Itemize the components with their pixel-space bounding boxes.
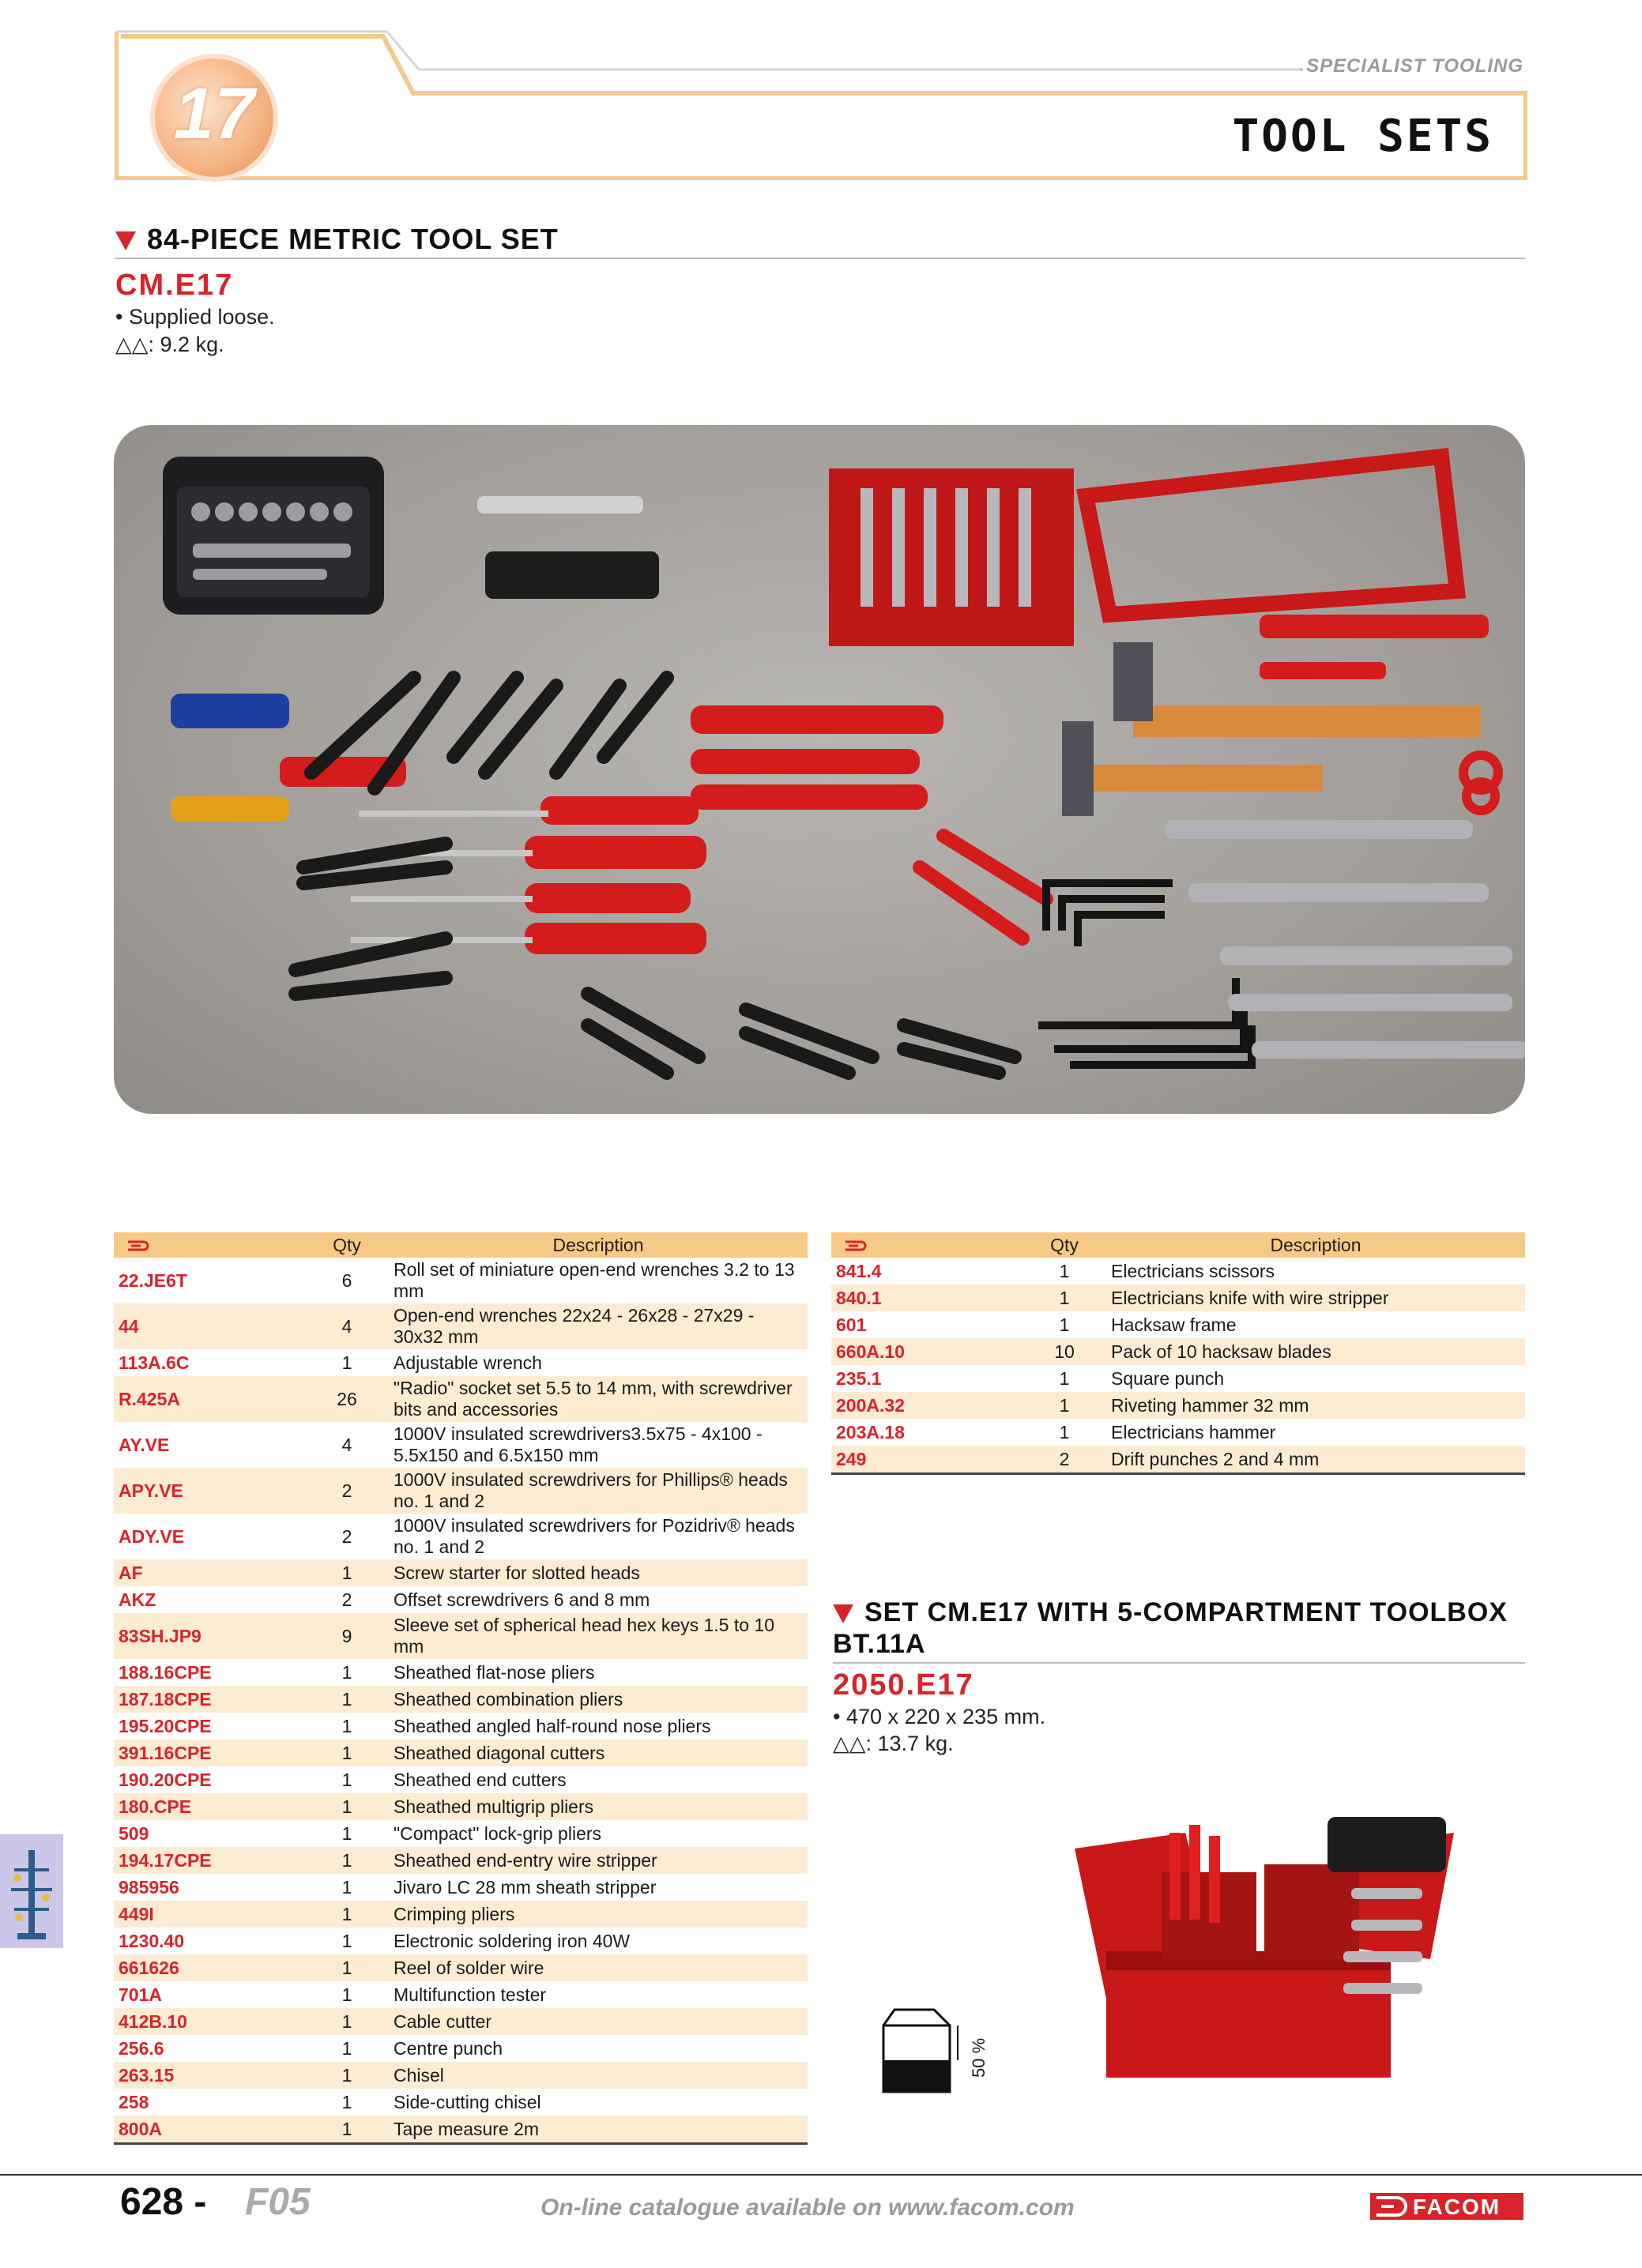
- product-note-weight: △△: 9.2 kg.: [115, 333, 224, 356]
- part-reference: 391.16CPE: [114, 1740, 305, 1766]
- part-reference: 180.CPE: [114, 1793, 305, 1820]
- part-reference: 449I: [114, 1901, 305, 1928]
- table-row: [114, 1468, 808, 1514]
- table-row: [114, 1766, 808, 1793]
- part-reference: 509: [119, 1822, 149, 1844]
- part-description: Adjustable wrench: [394, 1352, 542, 1373]
- part-reference: AY.VE: [119, 1434, 170, 1455]
- table-row: [114, 1422, 808, 1468]
- part-quantity: 1: [341, 2091, 352, 2112]
- chapter-side-tab: [0, 1834, 63, 1948]
- table-row: [114, 1514, 808, 1559]
- tool-rack-icon: [0, 1834, 63, 1948]
- part-description: Sheathed angled half-round nose pliers: [394, 1715, 711, 1736]
- part-quantity: 1: [305, 2008, 389, 2035]
- product-box-ref: 2050.E17: [833, 1668, 974, 1702]
- fill-level-icon: [879, 2002, 981, 2097]
- table-row: [831, 1284, 1525, 1311]
- part-description: Roll set of miniature open-end wrenches 3.2 to 13 mm: [394, 1259, 795, 1301]
- part-description: Electronic soldering iron 40W: [394, 1930, 631, 1951]
- part-quantity: 26: [305, 1376, 389, 1422]
- tool-set-photo: [114, 425, 1525, 1114]
- part-reference: 840.1: [831, 1284, 1022, 1311]
- part-quantity: 2: [341, 1589, 352, 1610]
- part-description: Sheathed end cutters: [394, 1769, 567, 1790]
- part-description: Chisel: [389, 2062, 808, 2089]
- part-quantity: 2: [341, 1525, 352, 1547]
- part-reference: 263.15: [114, 2062, 305, 2089]
- part-reference: 203A.18: [836, 1421, 905, 1442]
- footer-rule: [0, 2174, 1642, 2176]
- part-description: Jivaro LC 28 mm sheath stripper: [394, 1876, 657, 1898]
- product-ref: CM.E17: [115, 269, 234, 302]
- part-quantity: 4: [341, 1434, 352, 1455]
- part-quantity: 1: [341, 1715, 352, 1736]
- part-quantity: 1: [305, 1793, 389, 1820]
- part-quantity: 1: [341, 1822, 352, 1844]
- part-quantity: 1: [341, 1984, 352, 2005]
- part-description: 1000V insulated screwdrivers for Pozidriv® heads no. 1 and 2: [394, 1515, 795, 1557]
- part-description: "Radio" socket set 5.5 to 14 mm, with screwdriver bits and accessories: [389, 1376, 808, 1422]
- part-quantity: 1: [341, 1876, 352, 1898]
- part-description: Hacksaw frame: [1111, 1314, 1237, 1335]
- part-quantity: 1: [1059, 1314, 1070, 1335]
- part-reference: 188.16CPE: [119, 1661, 212, 1683]
- table-row: [114, 1303, 808, 1349]
- facom-ref-icon: [126, 1240, 150, 1251]
- part-quantity: 1: [305, 1559, 389, 1586]
- toolbox-photo: [1059, 1801, 1470, 2101]
- parts-table-right: [831, 1232, 1525, 1475]
- part-reference: 113A.6C: [119, 1352, 190, 1373]
- part-reference: 701A: [119, 1984, 162, 2005]
- table-row: [114, 1686, 808, 1713]
- table-row: [114, 2008, 808, 2035]
- part-reference: 841.4: [836, 1260, 882, 1281]
- fill-level-label: 50 %: [969, 2037, 989, 2078]
- part-reference: 200A.32: [831, 1392, 1022, 1419]
- part-quantity: 1: [1022, 1284, 1106, 1311]
- table-row: [831, 1419, 1525, 1446]
- table-row: [114, 2035, 808, 2062]
- part-reference: 190.20CPE: [119, 1769, 212, 1790]
- table-row: [114, 1659, 808, 1686]
- table-row: [114, 1820, 808, 1847]
- part-description: "Compact" lock-grip pliers: [394, 1822, 602, 1844]
- part-quantity: 1: [1022, 1392, 1106, 1419]
- part-reference: 235.1: [836, 1367, 882, 1389]
- table-row: [114, 1928, 808, 1954]
- part-description: Centre punch: [394, 2037, 503, 2059]
- table-row: [114, 1559, 808, 1586]
- part-reference: 412B.10: [114, 2008, 305, 2035]
- table-row: [114, 1740, 808, 1766]
- qty-column-header: Qty: [305, 1232, 389, 1258]
- description-column-header: Description: [1106, 1232, 1525, 1258]
- part-description: Cable cutter: [389, 2008, 808, 2035]
- product-box-title: SET CM.E17 WITH 5-COMPARTMENT TOOLBOX: [833, 1597, 1508, 1628]
- part-description: Screw starter for slotted heads: [389, 1559, 808, 1586]
- part-reference: 800A: [114, 2116, 305, 2144]
- part-quantity: 10: [1022, 1338, 1106, 1365]
- part-reference: 187.18CPE: [114, 1686, 305, 1713]
- part-description: Sheathed flat-nose pliers: [394, 1661, 595, 1683]
- table-row: [114, 1586, 808, 1613]
- table-row: [114, 1954, 808, 1981]
- table-row: [831, 1365, 1525, 1392]
- triangle-bullet-icon: [833, 1604, 853, 1623]
- part-quantity: 1: [305, 1954, 389, 1981]
- part-reference: AF: [114, 1559, 305, 1586]
- description-column-header: Description: [389, 1232, 808, 1258]
- title-rule: [115, 258, 1525, 259]
- product-title: 84-PIECE METRIC TOOL SET: [115, 223, 559, 256]
- table-row: [831, 1392, 1525, 1419]
- part-description: Sheathed diagonal cutters: [389, 1740, 808, 1766]
- table-row: [114, 1376, 808, 1422]
- part-reference: 660A.10: [831, 1338, 1022, 1365]
- part-quantity: 1: [305, 2062, 389, 2089]
- product-note-supply: • Supplied loose.: [115, 305, 275, 329]
- footer-url[interactable]: On-line catalogue available on www.facom.com: [540, 2195, 1075, 2221]
- page-section: F05: [245, 2181, 311, 2223]
- part-quantity: 1: [1059, 1260, 1070, 1281]
- page-title: TOOL SETS: [1232, 111, 1493, 162]
- part-quantity: 1: [305, 1901, 389, 1928]
- part-description: Open-end wrenches 22x24 - 26x28 - 27x29 - 30x32 mm: [389, 1303, 808, 1349]
- part-quantity: 1: [1059, 1421, 1070, 1442]
- qty-column-header: Qty: [1022, 1232, 1106, 1258]
- part-description: Drift punches 2 and 4 mm: [1106, 1446, 1525, 1474]
- part-reference: 194.17CPE: [114, 1847, 305, 1874]
- triangle-bullet-icon: [115, 231, 136, 250]
- part-reference: 249: [831, 1446, 1022, 1474]
- part-reference: 258: [119, 2091, 149, 2112]
- part-quantity: 1: [341, 1661, 352, 1683]
- part-description: Tape measure 2m: [389, 2116, 808, 2144]
- ref-column-header: [831, 1232, 1022, 1258]
- table-row: [114, 1847, 808, 1874]
- part-quantity: 1: [305, 1740, 389, 1766]
- table-row: [114, 1793, 808, 1820]
- facom-logo: [1370, 2193, 1523, 2220]
- part-description: Electricians hammer: [1111, 1421, 1276, 1442]
- part-quantity: 1: [1059, 1367, 1070, 1389]
- part-quantity: 1: [305, 1686, 389, 1713]
- part-description: 1000V insulated screwdrivers for Phillips® heads no. 1 and 2: [389, 1468, 808, 1514]
- table-row: [114, 1901, 808, 1928]
- part-quantity: 1: [305, 1847, 389, 1874]
- product-box-title-line2: BT.11A: [833, 1629, 926, 1659]
- table-row: [114, 2062, 808, 2089]
- chapter-number: 17: [173, 73, 255, 154]
- part-quantity: 1: [341, 1352, 352, 1373]
- page-number: 628 -: [120, 2181, 207, 2223]
- part-reference: 256.6: [119, 2037, 164, 2059]
- part-description: Side-cutting chisel: [394, 2091, 541, 2112]
- part-description: Electricians scissors: [1111, 1260, 1275, 1281]
- part-reference: ADY.VE: [119, 1525, 185, 1547]
- part-reference: 661626: [114, 1954, 305, 1981]
- part-quantity: 9: [305, 1613, 389, 1659]
- facom-ref-icon: [844, 1240, 868, 1251]
- part-description: 1000V insulated screwdrivers3.5x75 - 4x100 - 5.5x150 and 6.5x150 mm: [394, 1424, 763, 1465]
- ref-column-header: [114, 1232, 305, 1258]
- table-row: [114, 1981, 808, 2008]
- part-quantity: 2: [1022, 1446, 1106, 1474]
- product-box-rule: [833, 1662, 1525, 1664]
- part-description: Reel of solder wire: [389, 1954, 808, 1981]
- table-row: [114, 1349, 808, 1376]
- part-reference: 985956: [119, 1876, 179, 1898]
- product-box-weight: △△: 13.7 kg.: [833, 1732, 954, 1755]
- part-description: Sheathed multigrip pliers: [389, 1793, 808, 1820]
- table-row: [114, 1713, 808, 1740]
- table-row: [831, 1311, 1525, 1338]
- part-quantity: 1: [341, 2037, 352, 2059]
- part-reference: 601: [836, 1314, 867, 1335]
- table-row: [114, 1613, 808, 1659]
- table-row: [114, 1874, 808, 1901]
- part-description: Electricians knife with wire stripper: [1106, 1284, 1525, 1311]
- part-description: Sheathed combination pliers: [389, 1686, 808, 1713]
- part-reference: 1230.40: [119, 1930, 185, 1951]
- part-description: Offset screwdrivers 6 and 8 mm: [394, 1589, 650, 1610]
- part-quantity: 1: [305, 2116, 389, 2144]
- table-row: [114, 1258, 808, 1303]
- part-quantity: 2: [305, 1468, 389, 1514]
- table-row: [114, 2089, 808, 2116]
- table-row: [831, 1446, 1525, 1474]
- table-row: [114, 2116, 808, 2144]
- part-reference: AKZ: [119, 1589, 156, 1610]
- part-description: Square punch: [1111, 1367, 1225, 1389]
- part-quantity: 1: [341, 1769, 352, 1790]
- table-row: [831, 1258, 1525, 1284]
- part-reference: APY.VE: [114, 1468, 305, 1514]
- part-reference: 22.JE6T: [119, 1269, 187, 1291]
- part-quantity: 1: [341, 1930, 352, 1951]
- part-quantity: 6: [341, 1269, 352, 1291]
- part-description: Multifunction tester: [394, 1984, 547, 2005]
- part-description: Riveting hammer 32 mm: [1106, 1392, 1525, 1419]
- part-reference: 195.20CPE: [119, 1715, 212, 1736]
- section-label: SPECIALIST TOOLING: [1306, 55, 1523, 77]
- part-reference: R.425A: [114, 1376, 305, 1422]
- part-description: Sheathed end-entry wire stripper: [389, 1847, 808, 1874]
- product-box-dimensions: • 470 x 220 x 235 mm.: [833, 1705, 1046, 1728]
- parts-table-left: [114, 1232, 808, 2145]
- table-row: [831, 1338, 1525, 1365]
- part-description: Crimping pliers: [389, 1901, 808, 1928]
- facom-logo-text: FACOM: [1413, 2195, 1501, 2219]
- part-quantity: 4: [305, 1303, 389, 1349]
- part-reference: 83SH.JP9: [114, 1613, 305, 1659]
- part-reference: 44: [114, 1303, 305, 1349]
- part-description: Sleeve set of spherical head hex keys 1.5 to 10 mm: [389, 1613, 808, 1659]
- part-description: Pack of 10 hacksaw blades: [1106, 1338, 1525, 1365]
